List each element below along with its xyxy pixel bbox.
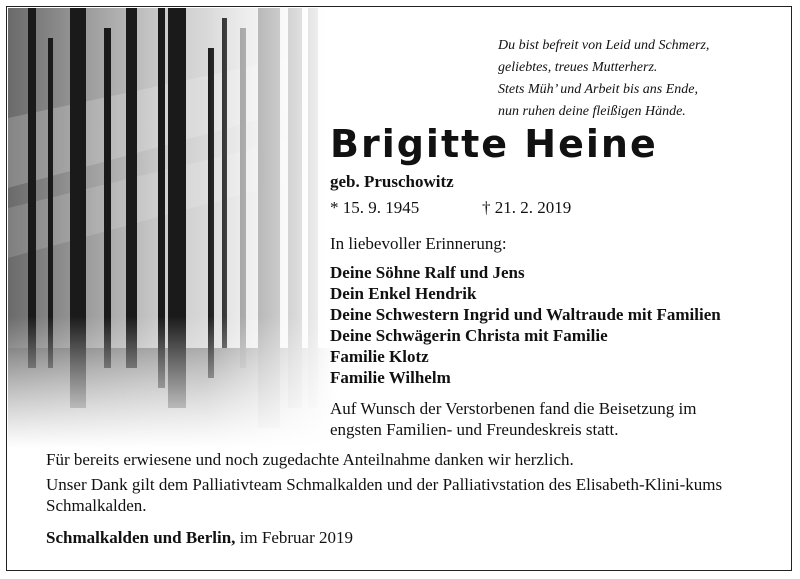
memory-intro: In liebevoller Erinnerung: — [330, 234, 507, 253]
life-dates — [330, 198, 572, 218]
poem-line: Stets Müh’ und Arbeit bis ans Ende, — [498, 82, 699, 97]
special-thanks: Unser Dank gilt dem Palliativteam Schmalkalden und der Palliativstation des Elisabeth-Klini-kums Schmalkalden. — [46, 475, 723, 515]
place-text: Schmalkalden und Berlin, — [46, 528, 236, 547]
burial-note: Auf Wunsch der Verstorbenen fand die Beisetzung im engsten Familien- und Freundeskreis statt. — [330, 399, 697, 439]
poem-line: geliebtes, treues Mutterherz. — [498, 60, 658, 75]
family-member: Deine Schwestern Ingrid und Waltraude mit Familien — [330, 305, 721, 324]
family-member: Deine Schwägerin Christa mit Familie — [330, 326, 608, 345]
forest-image — [8, 8, 338, 448]
thanks-text: Für bereits erwiesene und noch zugedachte Anteilnahme danken wir herzlich. — [46, 450, 574, 469]
family-member: Deine Söhne Ralf und Jens — [330, 263, 525, 282]
deceased-name: Brigitte Heine — [330, 122, 658, 166]
birth-date: * 15. 9. 1945 — [330, 198, 420, 217]
family-member: Familie Klotz — [330, 347, 429, 366]
poem-line: Du bist befreit von Leid und Schmerz, — [498, 38, 710, 53]
place-date-line — [46, 528, 353, 548]
date-text: im Februar 2019 — [239, 528, 353, 547]
family-member: Familie Wilhelm — [330, 368, 451, 387]
family-member: Dein Enkel Hendrik — [330, 284, 477, 303]
birth-name: geb. Pruschowitz — [330, 172, 454, 191]
death-date: † 21. 2. 2019 — [482, 198, 572, 217]
poem-line: nun ruhen deine fleißigen Hände. — [498, 104, 686, 119]
family-list — [330, 262, 721, 388]
poem — [498, 35, 709, 123]
